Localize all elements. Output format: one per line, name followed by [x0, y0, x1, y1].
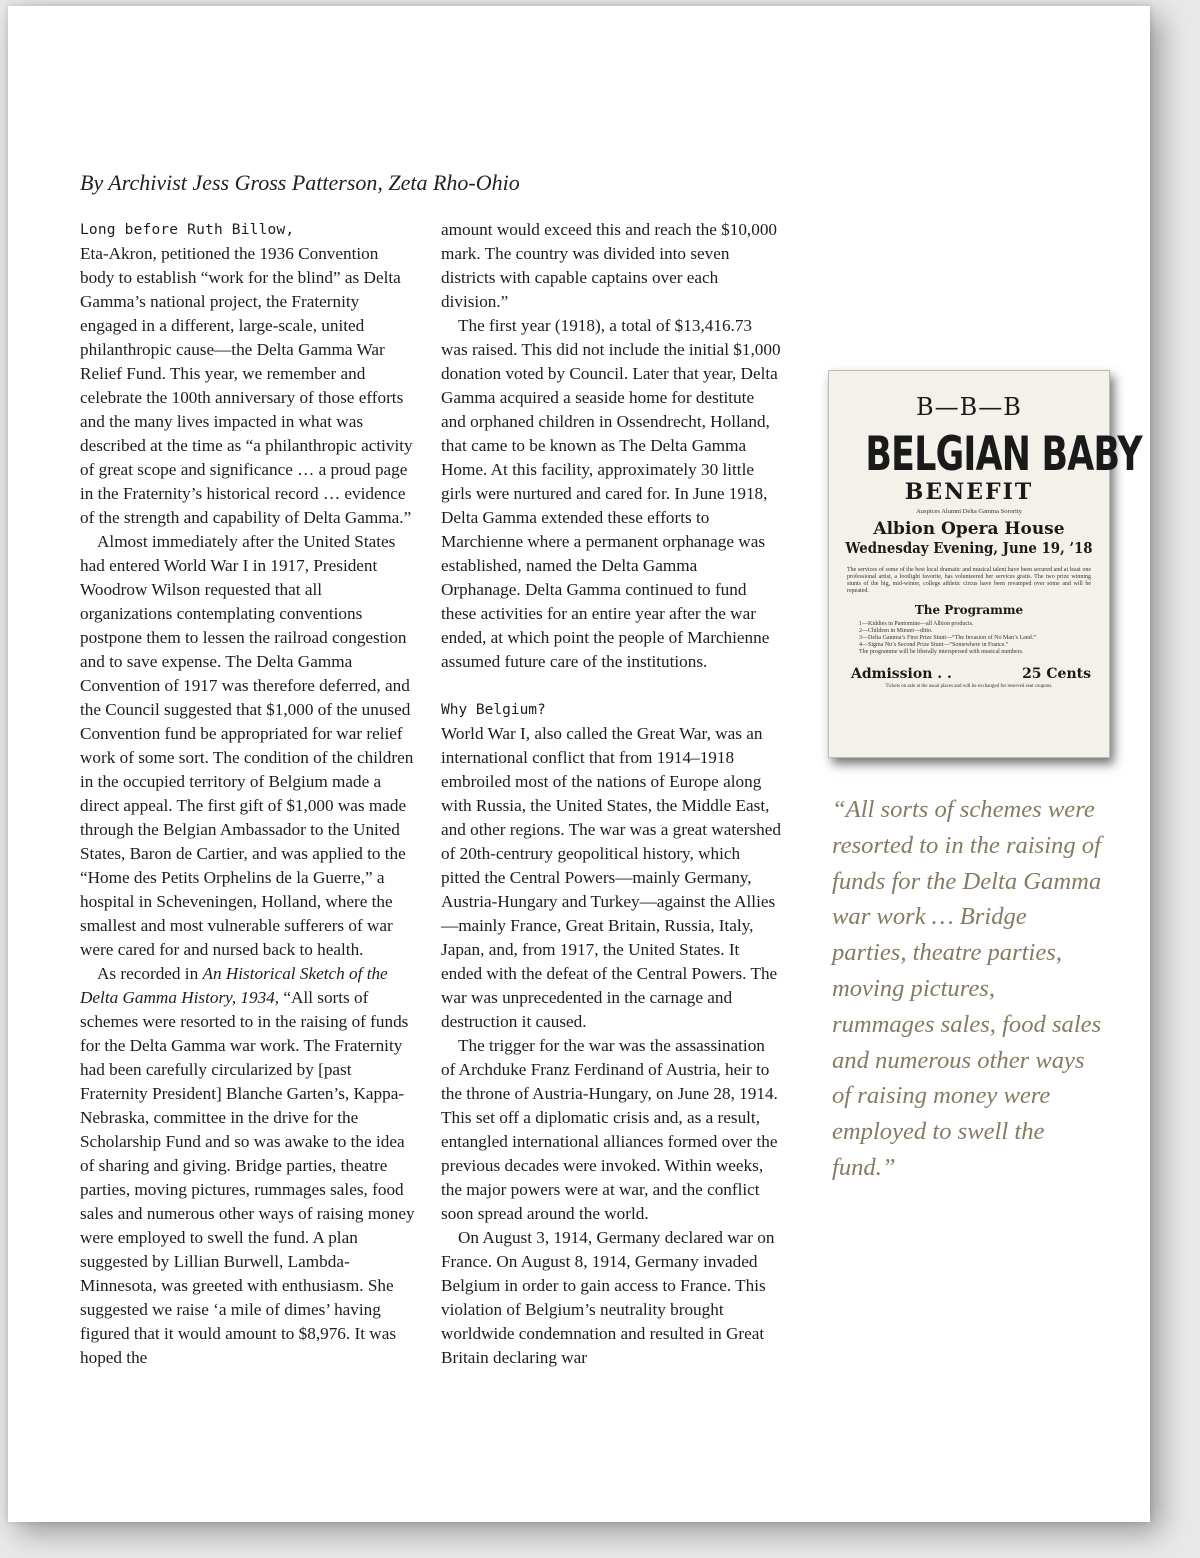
poster-programme-list	[859, 621, 1091, 656]
admission-price: 25 Cents	[1022, 666, 1091, 682]
paragraph	[80, 962, 416, 1370]
poster-benefit: BENEFIT	[904, 479, 1034, 505]
paragraph: The trigger for the war was the assassination of Archduke Franz Ferdinand of Austria, heir to the throne of Austria-Hungary, on June 28, 1914. This set off a diplomatic crisis and, as a result, entangled international alliances formed over the previous decades were invoked. Within weeks, the major powers were at war, and the conflict soon spread around the world.	[441, 1036, 778, 1223]
paragraph-text: , “All sorts of schemes were resorted to in the raising of funds for the Delta Gamma war work. The Fraternity had been carefully circularized by [past Fraternity President] Blanche Garten’s, Kappa-Nebraska, committee in the drive for the Scholarship Fund and so was awake to the idea of sharing and giving. Bridge parties, theatre parties, moving pictures, rummages sales, food sales and numerous other ways of raising money were employed to swell the fund. A plan suggested by Lillian Burwell, Lambda-Minnesota, was greeted with enthusiasm. She suggested we raise ‘a mile of dimes’ having figured that it would amount to $8,976. It was hoped the	[80, 988, 415, 1367]
programme-item: 3—Delta Gamma’s First Prize Stunt—“The Invasion of No Man’s Land.”	[859, 635, 1036, 641]
poster-admission	[851, 666, 1091, 682]
article-column-2	[441, 218, 781, 1370]
paragraph: amount would exceed this and reach the $10,000 mark. The country was divided into seven districts with capable captains over each division.”	[441, 220, 778, 311]
byline: By Archivist Jess Gross Patterson, Zeta Rho-Ohio	[80, 170, 520, 195]
programme-item: 4—Sigma Nu’s Second Prize Stunt—“Somewhere in France.”	[859, 642, 1009, 648]
book-title: An Historical Sketch of the Delta Gamma History, 1934	[80, 964, 388, 1007]
programme-item: The programme will be liberally interspersed with musical numbers.	[859, 649, 1024, 655]
poster-programme-heading: The Programme	[914, 603, 1024, 617]
programme-item: 1—Kiddies in Pantomine—all Albion products.	[859, 621, 974, 627]
lead-in: Long before Ruth Billow,	[80, 222, 295, 238]
paragraph: Almost immediately after the United States had entered World War I in 1917, President Woodrow Wilson requested that all organizations contemplating conventions postpone them to lessen the railroad congestion and to save expense. The Delta Gamma Convention of 1917 was therefore deferred, and the Council suggested that $1,000 of the unused Convention fund be appropriated for war relief work of some sort. The condition of the children in the occupied territory of Belgium made a direct appeal. The first gift of $1,000 was made through the Belgian Ambassador to the United States, Baron de Cartier, and was applied to the “Home des Petits Orphelins de la Guerre,” a hospital in Scheveningen, Holland, where the smallest and most vulnerable sufferers of war were cared for and nursed back to health.	[80, 532, 414, 959]
poster-tickets: Tickets on sale at the usual places and will be exchanged for reserved seat coupons.	[885, 684, 1053, 689]
belgian-baby-benefit-poster	[828, 370, 1142, 758]
poster-date: Wednesday Evening, June 19, ’18	[845, 540, 1093, 557]
poster-body: The services of some of the best local dramatic and musical talent have been secured and at least one professional artist, a footlight favorite, has volunteered her services gratis. The two prize winning stunts of the big, mid-winter, college athletic circus have been revamped over some and will be repeated.	[847, 567, 1091, 594]
poster-auspices: Auspices Alumni Delta Gamma Sorority	[916, 508, 1022, 515]
poster-venue: Albion Opera House	[873, 519, 1065, 539]
paragraph-text: As recorded in	[97, 964, 203, 983]
paragraph: The first year (1918), a total of $13,416.73 was raised. This did not include the initial $1,000 donation voted by Council. Later that year, Delta Gamma acquired a seaside home for destitute and orphaned children in Ossendrecht, Holland, that came to be known as The Delta Gamma Home. At this facility, approximately 30 little girls were nurtured and cared for. In June 1918, Delta Gamma extended these efforts to Marchienne where a permanent orphanage was established, named the Delta Gamma Orphanage. Delta Gamma continued to fund these activities for an entire year after the war ended, at which point the people of Marchienne assumed future care of the institutions.	[441, 316, 781, 671]
paragraph: Eta-Akron, petitioned the 1936 Convention body to establish “work for the blind” as Delta Gamma’s national project, the Fraternity engaged in a different, large-scale, united philanthropic cause—the Delta Gamma War Relief Fund. This year, we remember and celebrate the 100th anniversary of those efforts and the many lives impacted in what was described at the time as “a philanthropic activity of great scope and significance … a proud page in the Fraternity’s historical record … evidence of the strength and capability of Delta Gamma.”	[80, 244, 413, 527]
poster-title: BELGIAN BABY	[865, 427, 1142, 482]
paragraph: World War I, also called the Great War, was an international conflict that from 1914–1918 embroiled most of the nations of Europe along with Russia, the United States, the Middle East, and other regions. The war was a great watershed of 20th-centrury geopolitical history, which pitted the Central Powers—mainly Germany, Austria-Hungary and Turkey—against the Allies—mainly France, Great Britain, Russia, Italy, Japan, and, from 1917, the United States. It ended with the defeat of the Central Powers. The war was unprecedented in the carnage and destruction it caused.	[441, 724, 781, 1031]
article-column-1	[80, 218, 416, 1370]
pull-quote: “All sorts of schemes were resorted to in the raising of funds for the Delta Gamma war work … Bridge parties, theatre parties, moving pictures, rummages sales, food sales and numerous other ways of raising money were employed to swell the fund.”	[832, 796, 1102, 1181]
paragraph: On August 3, 1914, Germany declared war on France. On August 8, 1914, Germany invaded Belgium in order to gain access to France. This violation of Belgium’s neutrality brought worldwide condemnation and resulted in Great Britain declaring war	[441, 1228, 775, 1367]
section-heading: Why Belgium?	[441, 702, 546, 718]
poster-bbb: B—B—B	[916, 393, 1022, 421]
admission-label: Admission . .	[851, 666, 952, 682]
programme-item: 2—Children in Minuet—ditto.	[859, 628, 933, 634]
magazine-page	[8, 6, 1150, 1522]
